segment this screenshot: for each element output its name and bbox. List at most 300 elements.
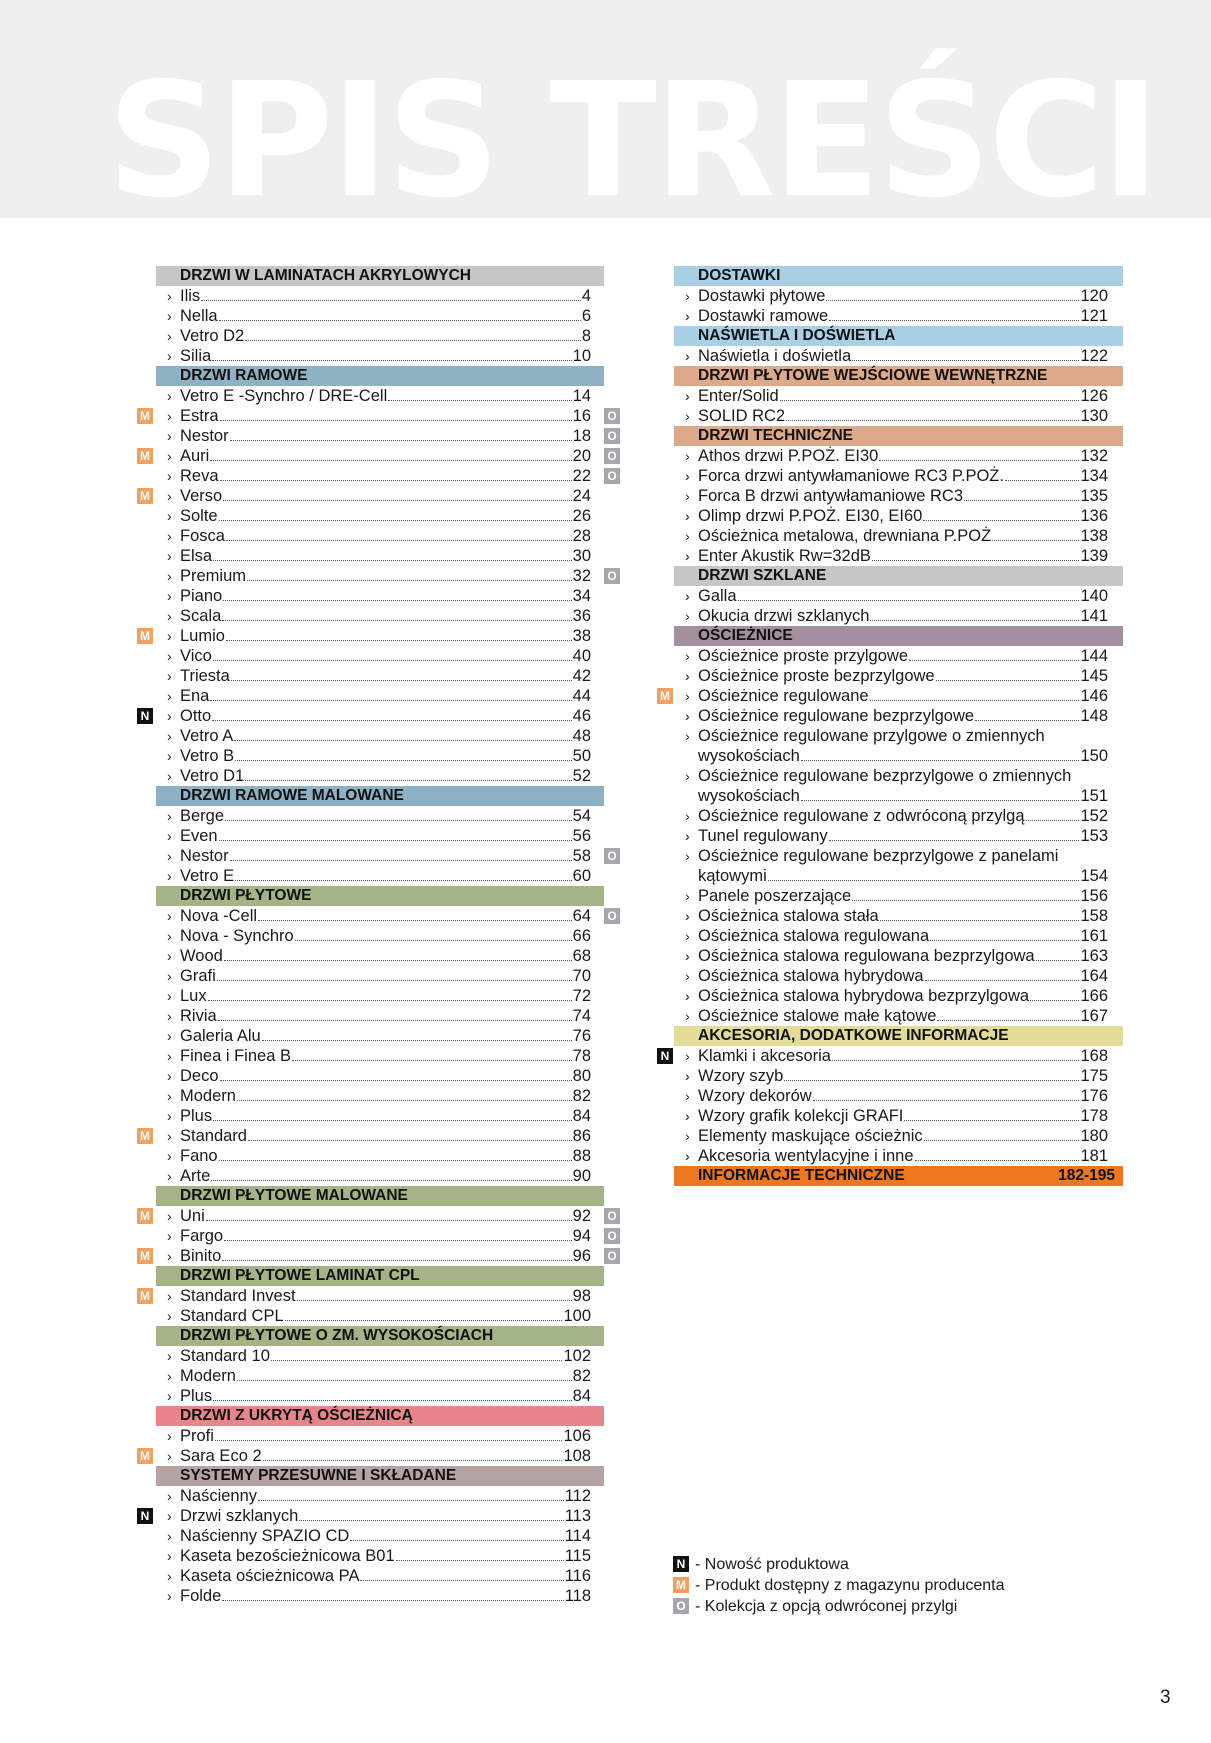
- chevron-right-icon: ›: [167, 1248, 172, 1264]
- entry-page: 26: [572, 507, 591, 525]
- entry-page: 88: [572, 1147, 591, 1165]
- toc-entry[interactable]: [674, 826, 1108, 846]
- chevron-right-icon: ›: [685, 388, 690, 404]
- section-header: [156, 886, 604, 906]
- chevron-right-icon: ›: [685, 288, 690, 304]
- leader-dots: [223, 600, 571, 601]
- leader-dots: [211, 1180, 571, 1181]
- leader-dots: [226, 640, 572, 641]
- legend: [673, 1554, 1005, 1617]
- toc-entry[interactable]: [156, 386, 591, 406]
- entry-page: 48: [572, 727, 591, 745]
- toc-entry[interactable]: [156, 606, 591, 626]
- chevron-right-icon: ›: [685, 728, 690, 744]
- toc-entry[interactable]: [674, 526, 1108, 546]
- toc-entry[interactable]: [156, 426, 617, 446]
- section-title: DRZWI SZKLANE: [698, 567, 827, 584]
- chevron-right-icon: ›: [167, 1548, 172, 1564]
- leader-dots: [292, 1060, 572, 1061]
- section-title: DRZWI RAMOWE: [180, 367, 308, 384]
- entry-page: 181: [1080, 1147, 1108, 1165]
- chevron-right-icon: ›: [167, 1148, 172, 1164]
- chevron-right-icon: ›: [167, 408, 172, 424]
- badge-n-icon: N: [657, 1048, 673, 1064]
- toc-entry[interactable]: [674, 706, 1108, 726]
- entry-page: 76: [572, 1027, 591, 1045]
- entry-label: Ościeżnice proste bezprzylgowe: [698, 667, 935, 685]
- chevron-right-icon: ›: [167, 628, 172, 644]
- toc-entry[interactable]: [674, 346, 1108, 366]
- entry-page: 96: [572, 1247, 591, 1265]
- leader-dots: [226, 540, 572, 541]
- badge-m-icon: M: [137, 1128, 153, 1144]
- toc-entry[interactable]: [156, 566, 617, 586]
- entry-label: Scala: [180, 607, 222, 625]
- leader-dots: [237, 1380, 572, 1381]
- toc-entry[interactable]: [674, 546, 1108, 566]
- entry-page: 116: [564, 1567, 591, 1585]
- badge-m-icon: M: [137, 408, 153, 424]
- entry-label: Wood: [180, 947, 223, 965]
- entry-page: 6: [581, 307, 591, 325]
- toc-entry[interactable]: [674, 806, 1108, 826]
- entry-label: Tunel regulowany: [698, 827, 828, 845]
- chevron-right-icon: ›: [685, 968, 690, 984]
- toc-entry[interactable]: [674, 1086, 1108, 1106]
- toc-entry[interactable]: [156, 1046, 591, 1066]
- entry-label: Modern: [180, 1367, 236, 1385]
- legend-text: - Produkt dostępny z magazynu producenta: [695, 1577, 1005, 1594]
- badge-o-icon: O: [604, 1248, 620, 1264]
- entry-page: 68: [572, 947, 591, 965]
- chevron-right-icon: ›: [167, 908, 172, 924]
- toc-entry[interactable]: [156, 586, 591, 606]
- toc-entry[interactable]: [156, 1566, 591, 1586]
- leader-dots: [872, 560, 1080, 561]
- toc-entry[interactable]: [140, 1506, 591, 1526]
- toc-entry[interactable]: [156, 746, 591, 766]
- entry-label: Ościeżnice regulowane przylgowe o zmiennych: [698, 727, 1045, 745]
- entry-page: 58: [572, 847, 591, 865]
- entry-label: Ościeżnica stalowa hybrydowa: [698, 967, 924, 985]
- chevron-right-icon: ›: [685, 528, 690, 544]
- leader-dots: [219, 1160, 572, 1161]
- chevron-right-icon: ›: [167, 508, 172, 524]
- badge-m-icon: M: [137, 1288, 153, 1304]
- toc-entry[interactable]: [156, 686, 591, 706]
- chevron-right-icon: ›: [167, 688, 172, 704]
- entry-page: 120: [1080, 287, 1108, 305]
- chevron-right-icon: ›: [167, 648, 172, 664]
- toc-entry[interactable]: [156, 306, 591, 326]
- leader-dots: [219, 840, 572, 841]
- entry-page: 14: [572, 387, 591, 405]
- toc-entry[interactable]: [140, 1286, 591, 1306]
- badge-m-icon: M: [137, 488, 153, 504]
- entry-page: 50: [572, 747, 591, 765]
- toc-entry[interactable]: [156, 1306, 591, 1326]
- toc-entry[interactable]: [140, 406, 617, 426]
- badge-o-icon: O: [604, 428, 620, 444]
- toc-entry[interactable]: [674, 466, 1108, 486]
- toc-entry[interactable]: [674, 506, 1108, 526]
- entry-label: Fargo: [180, 1227, 224, 1245]
- toc-left-column: [140, 266, 617, 1606]
- leader-dots: [992, 540, 1079, 541]
- entry-page: 34: [572, 587, 591, 605]
- chevron-right-icon: ›: [167, 1448, 172, 1464]
- entry-label: Premium: [180, 567, 247, 585]
- entry-label: Lux: [180, 987, 207, 1005]
- chevron-right-icon: ›: [167, 428, 172, 444]
- entry-label: Kaseta bezościeżnicowa B01: [180, 1547, 395, 1565]
- toc-entry[interactable]: [156, 1546, 591, 1566]
- leader-dots: [245, 780, 571, 781]
- leader-dots: [879, 460, 1079, 461]
- entry-label: Ościeżnica stalowa hybrydowa bezprzylgowa: [698, 987, 1030, 1005]
- toc-entry[interactable]: [674, 766, 1108, 806]
- toc-entry[interactable]: [660, 686, 1108, 706]
- entry-page: 64: [572, 907, 591, 925]
- chevron-right-icon: ›: [685, 348, 690, 364]
- leader-dots: [909, 660, 1079, 661]
- toc-entry[interactable]: [156, 726, 591, 746]
- entry-page: 134: [1080, 467, 1108, 485]
- entry-label: Fosca: [180, 527, 225, 545]
- entry-page: 100: [563, 1307, 591, 1325]
- section-title: AKCESORIA, DODATKOWE INFORMACJE: [698, 1027, 1009, 1044]
- leader-dots: [220, 420, 572, 421]
- chevron-right-icon: ›: [685, 308, 690, 324]
- chevron-right-icon: ›: [167, 488, 172, 504]
- entry-page: 150: [1080, 747, 1108, 765]
- toc-entry[interactable]: [156, 286, 591, 306]
- entry-label: Galeria Alu: [180, 1027, 261, 1045]
- chevron-right-icon: ›: [167, 1348, 172, 1364]
- entry-page: 146: [1080, 687, 1108, 705]
- entry-label: Triesta: [180, 667, 230, 685]
- leader-dots: [222, 1600, 563, 1601]
- toc-entry[interactable]: [156, 906, 617, 926]
- toc-entry[interactable]: [140, 1246, 617, 1266]
- entry-label: Vetro D2: [180, 327, 245, 345]
- chevron-right-icon: ›: [685, 988, 690, 1004]
- entry-label: Plus: [180, 1387, 213, 1405]
- entry-label: Ilis: [180, 287, 201, 305]
- entry-label: Even: [180, 827, 218, 845]
- toc-entry[interactable]: [156, 666, 591, 686]
- entry-label: Rivia: [180, 1007, 217, 1025]
- entry-page: 118: [564, 1587, 591, 1605]
- entry-label: Ościeżnica stalowa regulowana: [698, 927, 930, 945]
- toc-entry[interactable]: [156, 526, 591, 546]
- chevron-right-icon: ›: [167, 568, 172, 584]
- header-banner: [0, 0, 1211, 218]
- entry-page: 138: [1080, 527, 1108, 545]
- toc-entry[interactable]: [156, 1386, 591, 1406]
- toc-entry[interactable]: [674, 926, 1108, 946]
- toc-entry[interactable]: [156, 1586, 591, 1606]
- toc-entry[interactable]: [156, 806, 591, 826]
- badge-o-icon: O: [673, 1598, 689, 1614]
- toc-entry[interactable]: [140, 1446, 591, 1466]
- entry-page: 94: [572, 1227, 591, 1245]
- entry-label: Vetro E -Synchro / DRE-Cell: [180, 387, 388, 405]
- chevron-right-icon: ›: [167, 868, 172, 884]
- toc-entry[interactable]: [674, 386, 1108, 406]
- chevron-right-icon: ›: [685, 928, 690, 944]
- leader-dots: [220, 1080, 572, 1081]
- chevron-right-icon: ›: [167, 1488, 172, 1504]
- leader-dots: [388, 400, 571, 401]
- toc-entry[interactable]: [674, 446, 1108, 466]
- chevron-right-icon: ›: [685, 408, 690, 424]
- entry-label: Vico: [180, 647, 212, 665]
- entry-label: Sara Eco 2: [180, 1447, 262, 1465]
- leader-dots: [235, 760, 572, 761]
- toc-entry[interactable]: [674, 966, 1108, 986]
- badge-o-icon: O: [604, 1228, 620, 1244]
- toc-entry[interactable]: [156, 1086, 591, 1106]
- entry-page: 66: [572, 927, 591, 945]
- toc-entry[interactable]: [660, 1046, 1108, 1066]
- chevron-right-icon: ›: [167, 308, 172, 324]
- entry-label: Naścienny SPAZIO CD: [180, 1527, 350, 1545]
- leader-dots: [223, 500, 571, 501]
- entry-page: 44: [572, 687, 591, 705]
- leader-dots: [220, 480, 572, 481]
- leader-dots: [258, 1500, 564, 1501]
- toc-entry[interactable]: [140, 486, 591, 506]
- toc-entry[interactable]: [156, 1066, 591, 1086]
- toc-entry[interactable]: [156, 1346, 591, 1366]
- leader-dots: [234, 740, 571, 741]
- entry-label: Grafi: [180, 967, 216, 985]
- toc-entry[interactable]: [140, 1126, 591, 1146]
- chevron-right-icon: ›: [685, 708, 690, 724]
- section-header: [674, 626, 1123, 646]
- leader-dots: [780, 400, 1080, 401]
- entry-page: 108: [563, 1447, 591, 1465]
- leader-dots: [222, 1260, 571, 1261]
- toc-entry[interactable]: [156, 346, 591, 366]
- badge-m-icon: M: [137, 1248, 153, 1264]
- section-header: [156, 1406, 604, 1426]
- toc-entry[interactable]: [674, 846, 1108, 886]
- entry-label: Elementy maskujące ościeżnic: [698, 1127, 923, 1145]
- entry-page: 86: [572, 1127, 591, 1145]
- entry-label: Lumio: [180, 627, 225, 645]
- entry-label: Akcesoria wentylacyjne i inne: [698, 1147, 914, 1165]
- chevron-right-icon: ›: [167, 608, 172, 624]
- toc-entry[interactable]: [674, 306, 1108, 326]
- entry-page: 144: [1080, 647, 1108, 665]
- chevron-right-icon: ›: [167, 768, 172, 784]
- entry-label: Elsa: [180, 547, 213, 565]
- entry-page: 20: [572, 447, 591, 465]
- entry-label: Nella: [180, 307, 218, 325]
- entry-page: 114: [564, 1527, 591, 1545]
- toc-entry[interactable]: [156, 466, 617, 486]
- entry-label: Otto: [180, 707, 212, 725]
- entry-label: Forca B drzwi antywłamaniowe RC3: [698, 487, 964, 505]
- chevron-right-icon: ›: [167, 1388, 172, 1404]
- toc-entry[interactable]: [156, 1226, 617, 1246]
- entry-page: 140: [1080, 587, 1108, 605]
- leader-dots: [217, 980, 572, 981]
- toc-entry[interactable]: [156, 866, 591, 886]
- chevron-right-icon: ›: [685, 908, 690, 924]
- section-title: SYSTEMY PRZESUWNE I SKŁADANE: [180, 1467, 457, 1484]
- leader-dots: [975, 720, 1079, 721]
- toc-entry[interactable]: [156, 1426, 591, 1446]
- chevron-right-icon: ›: [685, 1088, 690, 1104]
- leader-dots: [1036, 960, 1080, 961]
- entry-page: 115: [564, 1547, 591, 1565]
- toc-entry[interactable]: [156, 546, 591, 566]
- section-header: [674, 326, 1123, 346]
- toc-entry[interactable]: [674, 1146, 1108, 1166]
- toc-entry[interactable]: [156, 1006, 591, 1026]
- chevron-right-icon: ›: [167, 328, 172, 344]
- toc-entry[interactable]: [674, 406, 1108, 426]
- entry-page: 4: [581, 287, 591, 305]
- entry-page: 54: [572, 807, 591, 825]
- entry-page: 22: [572, 467, 591, 485]
- entry-page: 84: [572, 1387, 591, 1405]
- toc-entry[interactable]: [674, 726, 1108, 766]
- chevron-right-icon: ›: [685, 848, 690, 864]
- toc-entry[interactable]: [140, 1206, 617, 1226]
- chevron-right-icon: ›: [167, 1288, 172, 1304]
- entry-page: 152: [1080, 807, 1108, 825]
- entry-label: Profi: [180, 1427, 214, 1445]
- chevron-right-icon: ›: [167, 848, 172, 864]
- entry-label: Ościeżnica stalowa regulowana bezprzylgowa: [698, 947, 1035, 965]
- entry-label: Ościeżnice regulowane bezprzylgowe o zmiennych: [698, 767, 1072, 785]
- chevron-right-icon: ›: [685, 828, 690, 844]
- toc-entry[interactable]: [674, 1126, 1108, 1146]
- entry-page: 135: [1080, 487, 1108, 505]
- entry-label: Ościeżnice regulowane z odwróconą przylgą: [698, 807, 1025, 825]
- toc-entry[interactable]: [674, 986, 1108, 1006]
- toc-entry[interactable]: [674, 946, 1108, 966]
- toc-entry[interactable]: [156, 506, 591, 526]
- entry-page: 153: [1080, 827, 1108, 845]
- toc-entry[interactable]: [674, 586, 1108, 606]
- toc-entry[interactable]: [156, 946, 591, 966]
- chevron-right-icon: ›: [167, 548, 172, 564]
- section-title: DOSTAWKI: [698, 267, 781, 284]
- toc-entry[interactable]: [156, 1366, 591, 1386]
- leader-dots: [213, 1400, 572, 1401]
- entry-label: Nova -Cell: [180, 907, 258, 925]
- leader-dots: [263, 1460, 563, 1461]
- entry-page: 60: [572, 867, 591, 885]
- badge-o-icon: O: [604, 408, 620, 424]
- section-header: [156, 1326, 604, 1346]
- entry-page: 98: [572, 1287, 591, 1305]
- toc-entry[interactable]: [674, 646, 1108, 666]
- chevron-right-icon: ›: [685, 588, 690, 604]
- toc-entry[interactable]: [674, 886, 1108, 906]
- leader-dots: [218, 1020, 572, 1021]
- toc-entry[interactable]: [674, 1106, 1108, 1126]
- toc-entry[interactable]: [674, 606, 1108, 626]
- chevron-right-icon: ›: [685, 948, 690, 964]
- toc-entry[interactable]: [156, 1146, 591, 1166]
- leader-dots: [829, 320, 1079, 321]
- chevron-right-icon: ›: [167, 988, 172, 1004]
- toc-entry[interactable]: [140, 626, 591, 646]
- entry-label: Wzory szyb: [698, 1067, 784, 1085]
- toc-entry[interactable]: [674, 666, 1108, 686]
- entry-label: Nova - Synchro: [180, 927, 294, 945]
- chevron-right-icon: ›: [685, 648, 690, 664]
- chevron-right-icon: ›: [167, 1128, 172, 1144]
- leader-dots: [923, 520, 1079, 521]
- entry-label: Naświetla i doświetla: [698, 347, 852, 365]
- badge-o-icon: O: [604, 908, 620, 924]
- entry-page: 112: [564, 1487, 591, 1505]
- toc-entry[interactable]: [156, 1026, 591, 1046]
- toc-entry[interactable]: [156, 1526, 591, 1546]
- entry-label: Okucia drzwi szklanych: [698, 607, 870, 625]
- leader-dots: [829, 840, 1080, 841]
- legend-row: [673, 1596, 1005, 1617]
- leader-dots: [925, 980, 1080, 981]
- badge-n-icon: N: [137, 1508, 153, 1524]
- leader-dots: [271, 1360, 563, 1361]
- toc-entry[interactable]: [156, 846, 617, 866]
- section-title: INFORMACJE TECHNICZNE: [698, 1167, 905, 1184]
- toc-entry[interactable]: [140, 706, 591, 726]
- section-title: DRZWI PŁYTOWE: [180, 887, 312, 904]
- entry-label: Ościeżnica stalowa stała: [698, 907, 879, 925]
- toc-entry[interactable]: [674, 906, 1108, 926]
- chevron-right-icon: ›: [167, 1568, 172, 1584]
- leader-dots: [208, 1000, 572, 1001]
- entry-page: 126: [1080, 387, 1108, 405]
- entry-page: 121: [1080, 307, 1108, 325]
- leader-dots: [212, 360, 571, 361]
- toc-entry[interactable]: [674, 486, 1108, 506]
- toc-entry[interactable]: [156, 1166, 591, 1186]
- leader-dots: [230, 440, 572, 441]
- toc-entry[interactable]: [674, 1006, 1108, 1026]
- toc-entry[interactable]: [674, 1066, 1108, 1086]
- toc-entry[interactable]: [674, 286, 1108, 306]
- leader-dots: [235, 880, 572, 881]
- toc-entry[interactable]: [140, 446, 617, 466]
- entry-page: 154: [1080, 867, 1108, 885]
- toc-entry[interactable]: [156, 926, 591, 946]
- entry-page: 113: [564, 1507, 591, 1525]
- toc-entry[interactable]: [156, 1106, 591, 1126]
- chevron-right-icon: ›: [167, 1068, 172, 1084]
- leader-dots: [924, 1140, 1080, 1141]
- toc-entry[interactable]: [156, 1486, 591, 1506]
- toc-entry[interactable]: [156, 826, 591, 846]
- toc-entry[interactable]: [156, 326, 591, 346]
- toc-entry[interactable]: [156, 646, 591, 666]
- entry-label: Wzory grafik kolekcji GRAFI: [698, 1107, 904, 1125]
- toc-entry[interactable]: [156, 766, 591, 786]
- toc-entry[interactable]: [156, 986, 591, 1006]
- toc-entry[interactable]: [156, 966, 591, 986]
- entry-label: Vetro B: [180, 747, 235, 765]
- section-title: DRZWI W LAMINATACH AKRYLOWYCH: [180, 267, 472, 284]
